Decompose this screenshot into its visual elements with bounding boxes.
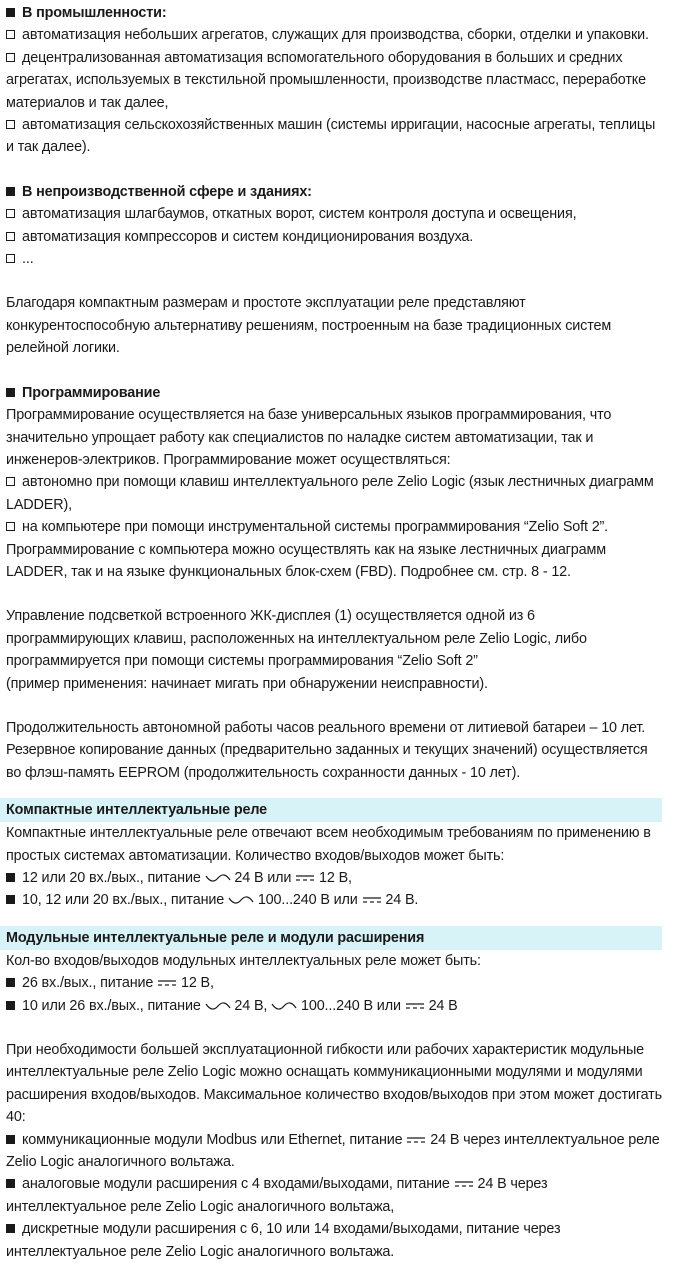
backlight-paragraph: Управление подсветкой встроенного ЖК-дисплея (1) осуществляется одной из 6 программирующих клавиш, расположенных на интеллектуальном реле Zelio Logic, либо программируется при помощи системы программирования “Zelio Soft 2” <box>6 608 587 670</box>
list-item: 10, 12 или 20 вх./вых., питание 100...240 В или 24 В. <box>6 889 662 911</box>
filled-square-bullet-icon <box>6 895 15 904</box>
dc-symbol-icon <box>362 895 382 905</box>
programming-heading: Программирование <box>6 382 662 404</box>
dc-symbol-icon <box>405 1001 425 1011</box>
hollow-square-bullet-icon <box>6 477 15 486</box>
hollow-square-bullet-icon <box>6 522 15 531</box>
filled-square-bullet-icon <box>6 1224 15 1233</box>
eeprom-paragraph: Резервное копирование данных (предварительно заданных и текущих значений) осуществляется во флэш-память EEPROM (продолжительность сохранности данных - 10 лет). <box>6 742 648 781</box>
filled-square-bullet-icon <box>6 873 15 882</box>
list-item: дискретные модули расширения с 6, 10 или 14 входами/выходами, питание через интеллектуальное реле Zelio Logic аналогичного вольтажа. <box>6 1221 561 1260</box>
list-item: автоматизация сельскохозяйственных машин (системы ирригации, насосные агрегаты, теплицы и так далее). <box>6 117 656 156</box>
list-item: автономно при помощи клавиш интеллектуального реле Zelio Logic (язык лестничных диаграмм LADDER), <box>6 474 654 513</box>
filled-square-bullet-icon <box>6 187 15 196</box>
backlight-note: (пример применения: начинает мигать при обнаружении неисправности). <box>6 675 488 692</box>
dc-symbol-icon <box>454 1179 474 1189</box>
document <box>6 2 662 1263</box>
dc-symbol-icon <box>157 978 177 988</box>
list-item: автоматизация небольших агрегатов, служащих для производства, сборки, отделки и упаковки. <box>6 24 662 46</box>
list-item: коммуникационные модули Modbus или Ethernet, питание 24 В через интеллектуальное реле Zelio Logic аналогичного вольтажа. <box>6 1131 660 1171</box>
ac-symbol-icon <box>205 1001 231 1011</box>
list-item: децентрализованная автоматизация вспомогательного оборудования в больших и средних агрегатах, используемых в текстильной промышленности, производстве пластмасс, переработке материалов и так далее, <box>6 49 646 111</box>
hollow-square-bullet-icon <box>6 254 15 263</box>
filled-square-bullet-icon <box>6 388 15 397</box>
hollow-square-bullet-icon <box>6 30 15 39</box>
programming-paragraph-2: Программирование с компьютера можно осуществлять как на языке лестничных диаграмм LADDER, так и на языке функциональных блок-схем (FBD). Подробнее см. стр. 8 - 12. <box>6 541 606 580</box>
hollow-square-bullet-icon <box>6 232 15 241</box>
list-item: автоматизация шлагбаумов, откатных ворот, систем контроля доступа и освещения, <box>6 203 662 225</box>
list-item: ... <box>6 248 662 270</box>
hollow-square-bullet-icon <box>6 209 15 218</box>
list-item: 12 или 20 вх./вых., питание 24 В или 12 В, <box>6 867 662 889</box>
buildings-heading: В непроизводственной сфере и зданиях: <box>6 181 662 203</box>
list-item: на компьютере при помощи инструментальной системы программирования “Zelio Soft 2”. <box>6 516 662 538</box>
modular-paragraph: Кол-во входов/выходов модульных интеллектуальных реле может быть: <box>6 952 481 969</box>
intro-paragraph: Благодаря компактным размерам и простоте эксплуатации реле представляют конкурентоспособную альтернативу решениям, построенным на базе традиционных систем релейной логики. <box>6 295 612 357</box>
filled-square-bullet-icon <box>6 1001 15 1010</box>
list-item: 10 или 26 вх./вых., питание 24 В, 100...240 В или 24 В <box>6 995 662 1017</box>
expansion-paragraph: При необходимости большей эксплуатационной гибкости или рабочих характеристик модульные интеллектуальные реле Zelio Logic можно оснащать коммуникационными модулями и модулями расширения входов/выходов. Максимальное количество входов/выходов при этом может достигать 40: <box>6 1042 662 1126</box>
programming-paragraph: Программирование осуществляется на базе универсальных языков программирования, что значительно упрощает работу как специалистов по наладке систем автоматизации, так и инженеров-электриков. Программирование может осуществляться: <box>6 407 612 468</box>
filled-square-bullet-icon <box>6 1135 15 1144</box>
dc-symbol-icon <box>295 873 315 883</box>
modular-relays-band: Модульные интеллектуальные реле и модули расширения <box>0 926 662 950</box>
clock-line: Продолжительность автономной работы часов реального времени от литиевой батареи – 10 лет. <box>6 719 646 736</box>
compact-relays-band: Компактные интеллектуальные реле <box>0 798 662 822</box>
ac-symbol-icon <box>205 873 231 883</box>
filled-square-bullet-icon <box>6 1179 15 1188</box>
filled-square-bullet-icon <box>6 978 15 987</box>
hollow-square-bullet-icon <box>6 120 15 129</box>
hollow-square-bullet-icon <box>6 53 15 62</box>
list-item: аналоговые модули расширения с 4 входами/выходами, питание 24 В через интеллектуальное реле Zelio Logic аналогичного вольтажа, <box>6 1176 548 1215</box>
filled-square-bullet-icon <box>6 8 15 17</box>
industry-heading: В промышленности: <box>6 2 662 24</box>
dc-symbol-icon <box>406 1135 426 1145</box>
list-item: 26 вх./вых., питание 12 В, <box>6 972 662 994</box>
compact-paragraph: Компактные интеллектуальные реле отвечают всем необходимым требованиям по применению в простых системах автоматизации. Количество входов/выходов может быть: <box>6 825 651 864</box>
ac-symbol-icon <box>228 895 254 905</box>
ac-symbol-icon <box>271 1001 297 1011</box>
list-item: автоматизация компрессоров и систем кондиционирования воздуха. <box>6 226 662 248</box>
